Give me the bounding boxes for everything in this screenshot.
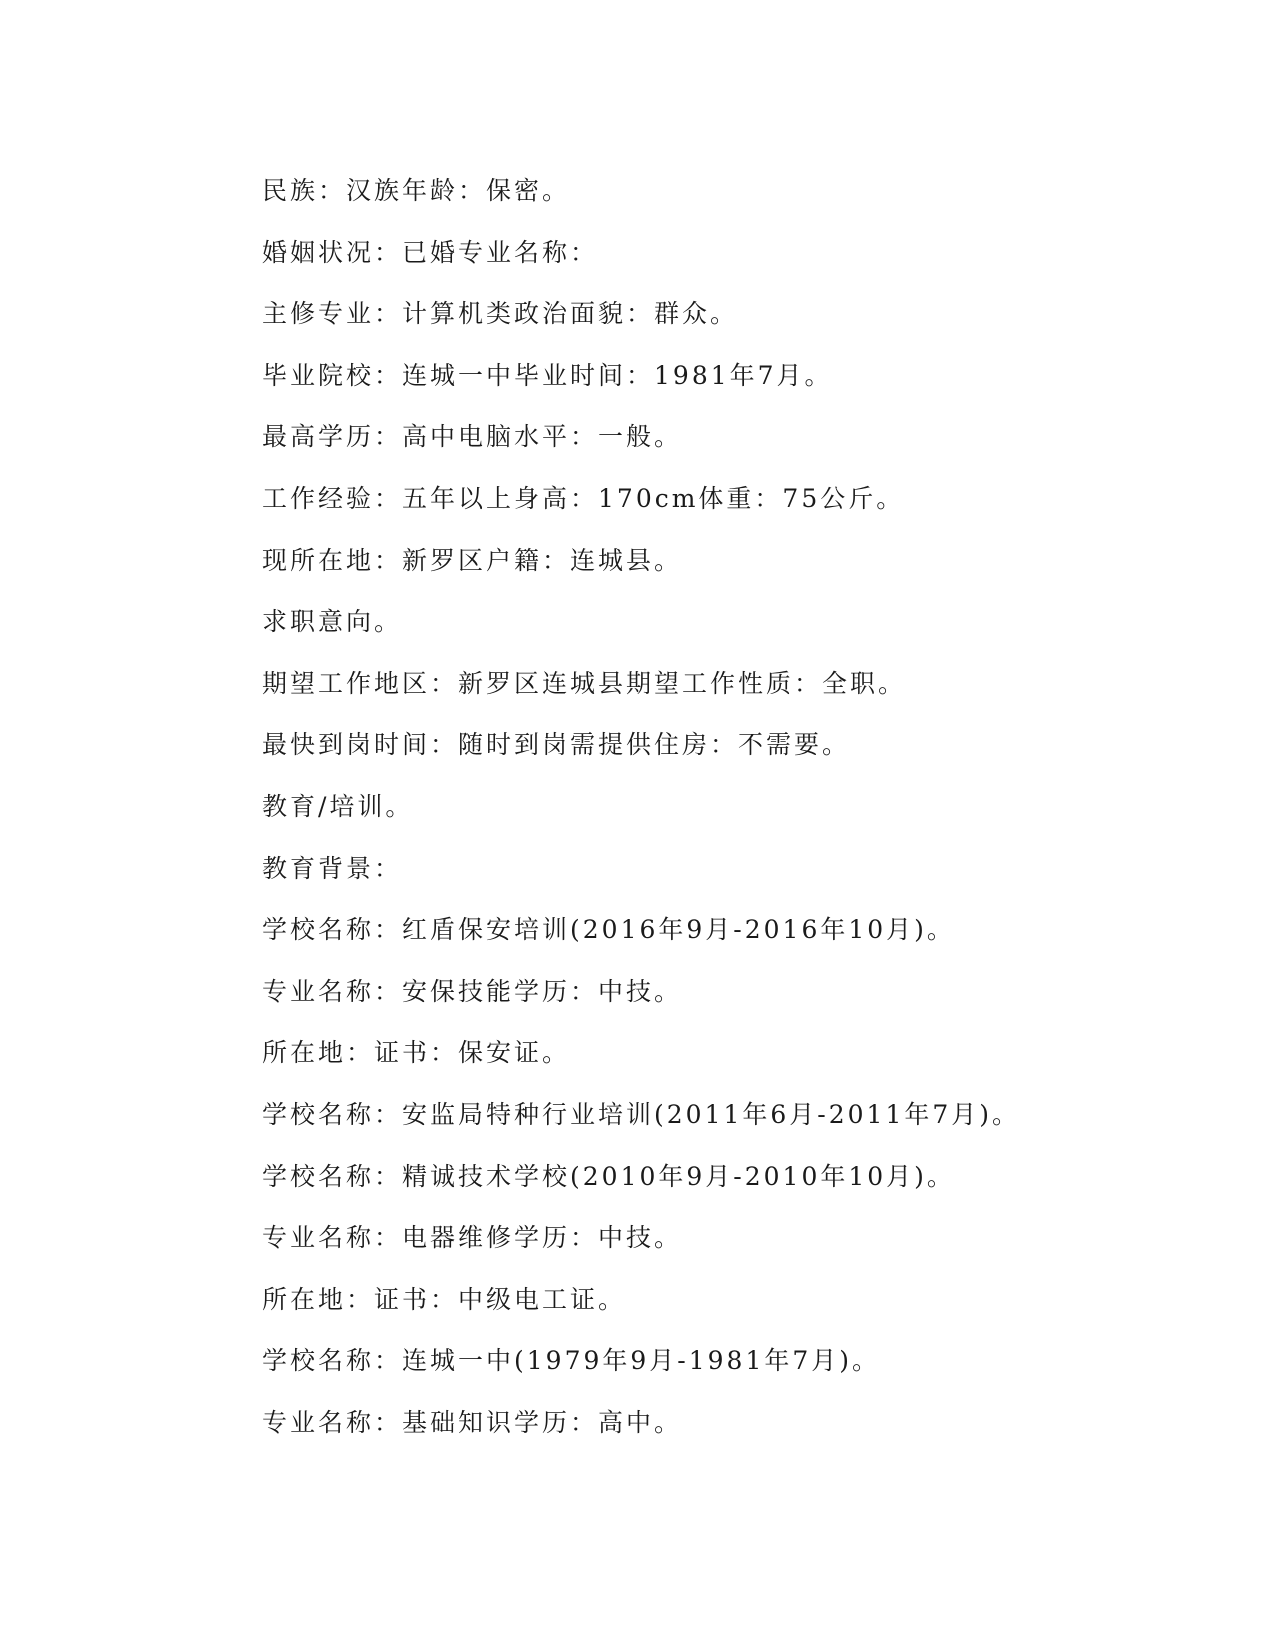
text-line-education-level: 最高学历：高中电脑水平：一般。	[262, 422, 683, 452]
text-line-certificate-1: 所在地：证书：保安证。	[262, 1038, 571, 1068]
text-line-marital-status: 婚姻状况：已婚专业名称：	[262, 237, 599, 267]
text-line-location: 现所在地：新罗区户籍：连城县。	[262, 545, 683, 575]
text-line-major: 主修专业：计算机类政治面貌：群众。	[262, 299, 739, 329]
text-line-school-2: 学校名称：安监局特种行业培训(2011年6月-2011年7月)。	[262, 1099, 1021, 1129]
text-line-ethnicity-age: 民族：汉族年龄：保密。	[262, 176, 571, 205]
section-heading-education-training: 教育/培训。	[262, 791, 414, 821]
section-heading-education-background: 教育背景：	[262, 853, 403, 883]
text-line-major-1: 专业名称：安保技能学历：中技。	[262, 976, 683, 1006]
document-body	[262, 160, 1162, 1453]
text-line-availability: 最快到岗时间：随时到岗需提供住房：不需要。	[262, 730, 851, 760]
text-line-school-4: 学校名称：连城一中(1979年9月-1981年7月)。	[262, 1346, 881, 1376]
text-line-school-3: 学校名称：精诚技术学校(2010年9月-2010年10月)。	[262, 1161, 955, 1191]
text-line-certificate-3: 所在地：证书：中级电工证。	[262, 1284, 627, 1314]
section-heading-job-intention: 求职意向。	[262, 607, 403, 637]
text-line-school-graduation: 毕业院校：连城一中毕业时间：1981年7月。	[262, 360, 833, 390]
text-line-work-experience: 工作经验：五年以上身高：170cm体重：75公斤。	[262, 483, 905, 513]
text-line-expected-area: 期望工作地区：新罗区连城县期望工作性质：全职。	[262, 668, 907, 698]
text-line-major-3: 专业名称：电器维修学历：中技。	[262, 1223, 683, 1253]
text-line-major-4: 专业名称：基础知识学历：高中。	[262, 1407, 683, 1437]
text-line-school-1: 学校名称：红盾保安培训(2016年9月-2016年10月)。	[262, 915, 955, 945]
